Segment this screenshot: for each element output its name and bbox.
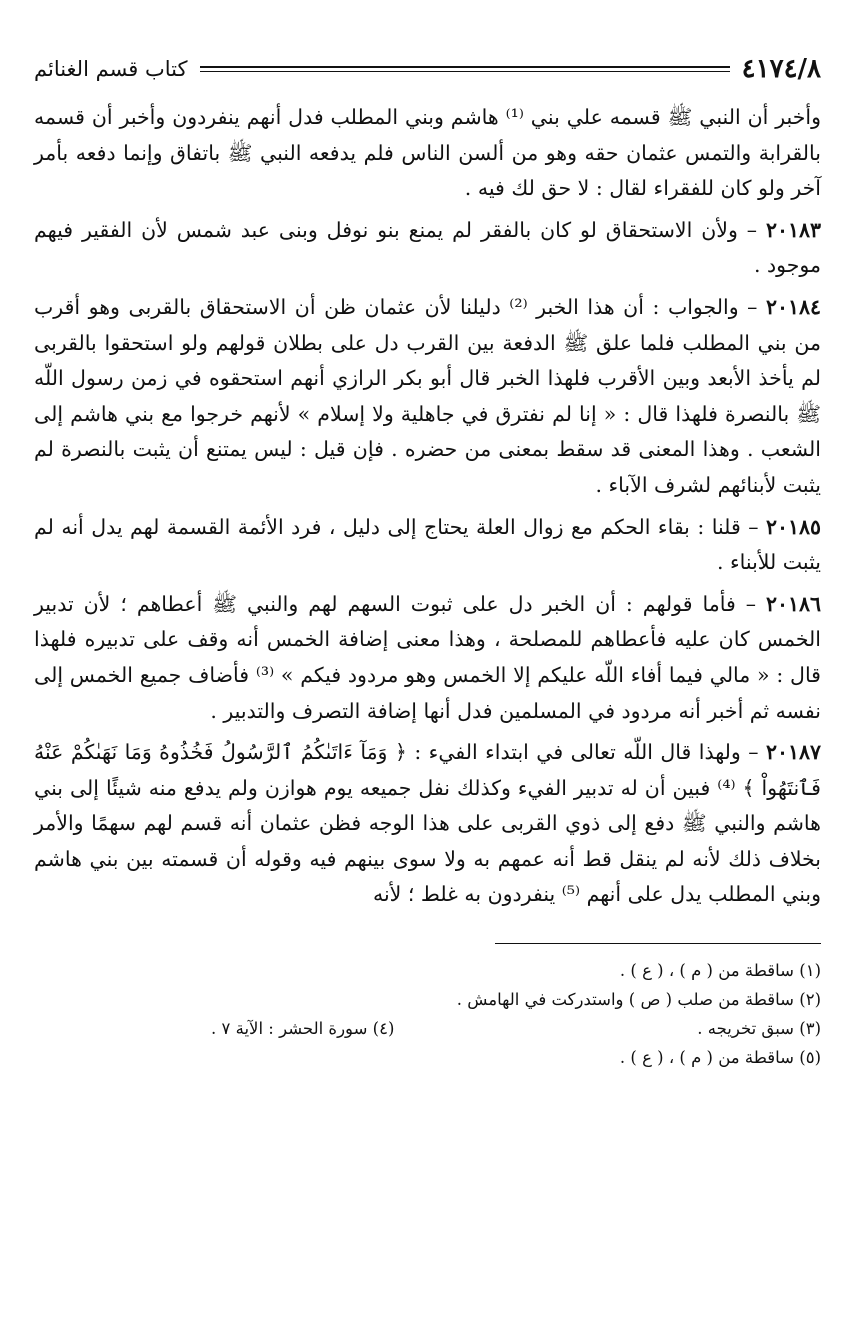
paragraph-number: ٢٠١٨٤ [765, 294, 822, 319]
paragraph-text: وأخبر أن النبي ﷺ قسمه علي بني ⁽¹⁾ هاشم وبني المطلب فدل أنهم ينفردون وأخبر أن قسمه بالقرابة والتمس عثمان حقه وهو من ألسن الناس فلم يدفعه النبي ﷺ باتفاق وإنما دفعه بأمر آخر ولو كان للفقراء لقال : لا حق لك فيه . [34, 105, 821, 201]
paragraph-20185 [34, 510, 821, 581]
footnotes [34, 956, 821, 1072]
paragraph-text: – ولأن الاستحقاق لو كان بالفقر لم يمنع بنو نوفل وبنى عبد شمس لأن الفقير فيهم موجود . [34, 217, 821, 278]
footnote-1: (١) ساقطة من ( م ) ، ( ع ) . [619, 961, 821, 981]
paragraph-text: – قلنا : بقاء الحكم مع زوال العلة يحتاج إلى دليل ، فرد الأئمة القسمة لهم يدل أنه لم يثبت للأبناء . [34, 514, 821, 575]
footnote-row-3-4 [211, 1014, 821, 1043]
paragraph-number: ٢٠١٨٦ [765, 591, 821, 616]
main-text [34, 100, 821, 913]
footnote-4: (٤) سورة الحشر : الآية ٧ . [211, 1019, 395, 1039]
paragraph-20184 [34, 290, 821, 504]
paragraph-20183 [34, 213, 821, 284]
paragraph-number: ٢٠١٨٣ [765, 217, 821, 242]
page-number: ٤١٧٤/٨ [741, 54, 821, 84]
footnote-separator [495, 943, 821, 944]
paragraph-number: ٢٠١٨٧ [765, 740, 821, 765]
paragraph-intro [34, 100, 821, 207]
footnote-2: (٢) ساقطة من صلب ( ص ) واستدركت في الهامش . [456, 990, 821, 1010]
running-header [34, 52, 821, 86]
header-rule [200, 66, 730, 72]
book-title: كتاب قسم الغنائم [34, 57, 188, 81]
paragraph-text: – ولهذا قال اللّه تعالى في ابتداء الفيء : ﴿ وَمَآ ءَاتَىٰكُمُ ٱلرَّسُولُ فَخُذُوهُ وَمَا نَهَىٰكُمْ عَنْهُ فَٱنتَهُواْ ﴾ ⁽⁴⁾ فبين أن له تدبير الفيء وكذلك نفل جميعه يوم هوازن ولم يدفع منه شيئًا إلى بني هاشم والنبي ﷺ دفع إلى ذوي القربى على هذا الوجه فظن عثمان أنه قسم لهم سهمًا والأمر بخلاف ذلك لأنه لم ينقل قط أنه عمهم به ولا سوى بينهم فيه وقوله أن قسمته بين بني هاشم وبني المطلب يدل على أنهم ⁽⁵⁾ ينفردون به غلط ؛ لأنه [34, 740, 821, 907]
paragraph-number: ٢٠١٨٥ [765, 514, 821, 539]
paragraph-20187 [34, 735, 821, 913]
footnote-3: (٣) سبق تخريجه . [697, 1019, 821, 1039]
footnote-5: (٥) ساقطة من ( م ) ، ( ع ) . [619, 1048, 821, 1068]
paragraph-text: – فأما قولهم : أن الخبر دل على ثبوت السهم لهم والنبي ﷺ أعطاهم ؛ لأن تدبير الخمس كان عليه فأعطاهم للمصلحة ، وهذا معنى إضافة الخمس أنه وقف على تدبيره فلهذا قال : « مالي فيما أفاء اللّه عليكم إلا الخمس وهو مردود فيكم » ⁽³⁾ فأضاف جميع الخمس إلى نفسه ثم أخبر أنه مردود في المسلمين فدل أنها إضافة التصرف والتدبير . [34, 591, 821, 723]
paragraph-text: – والجواب : أن هذا الخبر ⁽²⁾ دليلنا لأن عثمان ظن أن الاستحقاق بالقربى وهو أقرب من بني المطلب فلما علق ﷺ الدفعة بين القرب دل على بطلان قولهم ولو استحقوا بالقربى لم يأخذ الأبعد وبين الأقرب فلهذا الخبر قال أبو بكر الرازي أنهم استحقوه في زمن رسول اللّه ﷺ بالنصرة فلهذا قال : « إنا لم نفترق في جاهلية ولا إسلام » لأنهم خرجوا مع بني هاشم إلى الشعب . وهذا المعنى قد سقط بمعنى من حضره . فإن قيل : ليس يمتنع أن يثبت بالنصرة لم يثبت لأبنائهم لشرف الآباء . [34, 294, 821, 497]
paragraph-20186 [34, 587, 821, 729]
